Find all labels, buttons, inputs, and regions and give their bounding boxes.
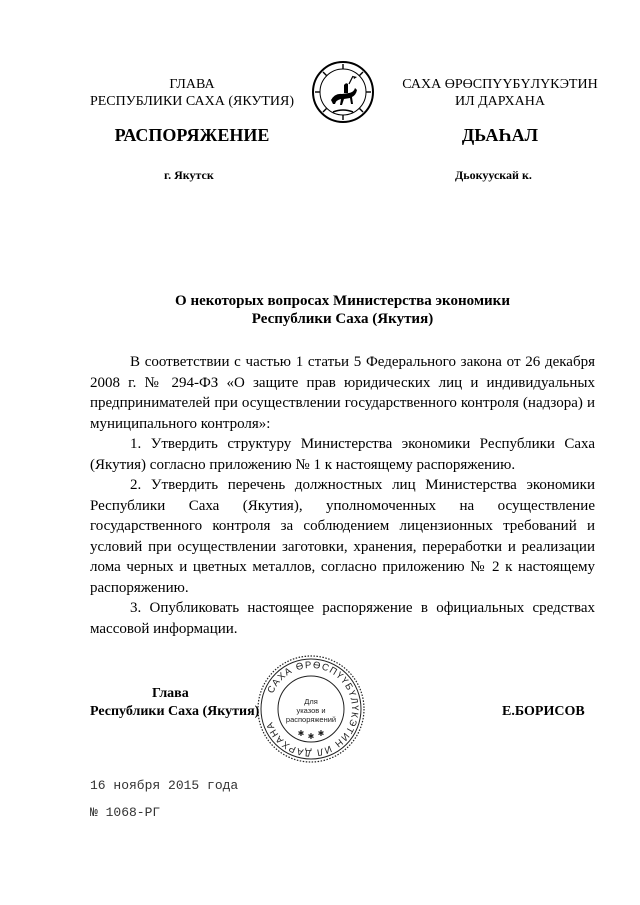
stamp-ring-text: САХА ӨРӨСПҮҮБҮЛҮКЭТИН ИЛ ДАРХАНА — [264, 659, 361, 759]
emblem-icon — [311, 60, 375, 124]
subject-line1: О некоторых вопросах Министерства экономики — [175, 293, 510, 309]
signature-title-line1: Глава — [152, 686, 189, 701]
svg-text:✱: ✱ — [317, 729, 325, 738]
body-paragraph-2: 1. Утвердить структуру Министерства экономики Республики Саха (Якутия) согласно приложению № 1 к настоящему распоряжению. — [90, 436, 595, 473]
header-left-line1: ГЛАВА — [169, 77, 215, 92]
official-stamp — [255, 653, 367, 765]
body-paragraph-3: 2. Утвердить перечень должностных лиц Министерства экономики Республики Саха (Якутия), уполномоченных на осуществление государственного контроля за соблюдением лицензионных требований и условий при осуществлении заготовки, хранения, переработки и реализации лома черных и цветных металлов, согласно приложению № 2 к настоящему распоряжению. — [90, 477, 595, 596]
header-left — [82, 76, 302, 110]
stamp-seal-icon — [255, 653, 367, 765]
coat-of-arms-emblem — [311, 60, 375, 124]
city-left: г. Якутск — [164, 168, 214, 182]
doc-type-right: ДЬАҺАЛ — [461, 125, 539, 145]
header-right-line2: ИЛ ДАРХАНА — [454, 94, 545, 109]
signature-title-line2: Республики Саха (Якутия) — [90, 704, 260, 719]
stamp-center-line2: указов и — [296, 706, 326, 715]
svg-text:✱: ✱ — [297, 729, 305, 738]
stamp-stars — [298, 729, 325, 741]
body-paragraph-4: 3. Опубликовать настоящее распоряжение в официальных средствах массовой информации. — [90, 600, 595, 637]
subject-line2: Республики Саха (Якутия) — [251, 311, 434, 327]
stamp-center-line3: распоряжений — [285, 715, 337, 724]
header-right — [390, 76, 610, 110]
document-body — [90, 352, 595, 639]
city-right: Дьокуускай к. — [455, 168, 532, 182]
signature-name: Е.БОРИСОВ — [502, 704, 585, 719]
document-number: № 1068-РГ — [90, 805, 161, 820]
stamp-center-line1: Для — [304, 697, 318, 706]
doc-type-left: РАСПОРЯЖЕНИЕ — [114, 125, 270, 145]
svg-text:✱: ✱ — [307, 732, 315, 741]
header-right-line1: САХА ӨРӨСПҮҮБҮЛҮКЭТИН — [402, 77, 598, 92]
body-paragraph-1: В соответствии с частью 1 статьи 5 Федерального закона от 26 декабря 2008 г. № 294-ФЗ «О защите прав юридических лиц и индивидуальных предпринимателей при осуществлении государственного контроля (надзора) и муниципального контроля»: — [90, 354, 595, 432]
document-date: 16 ноября 2015 года — [90, 778, 239, 793]
document-subject — [90, 292, 595, 328]
header-left-line2: РЕСПУБЛИКИ САХА (ЯКУТИЯ) — [89, 94, 295, 109]
